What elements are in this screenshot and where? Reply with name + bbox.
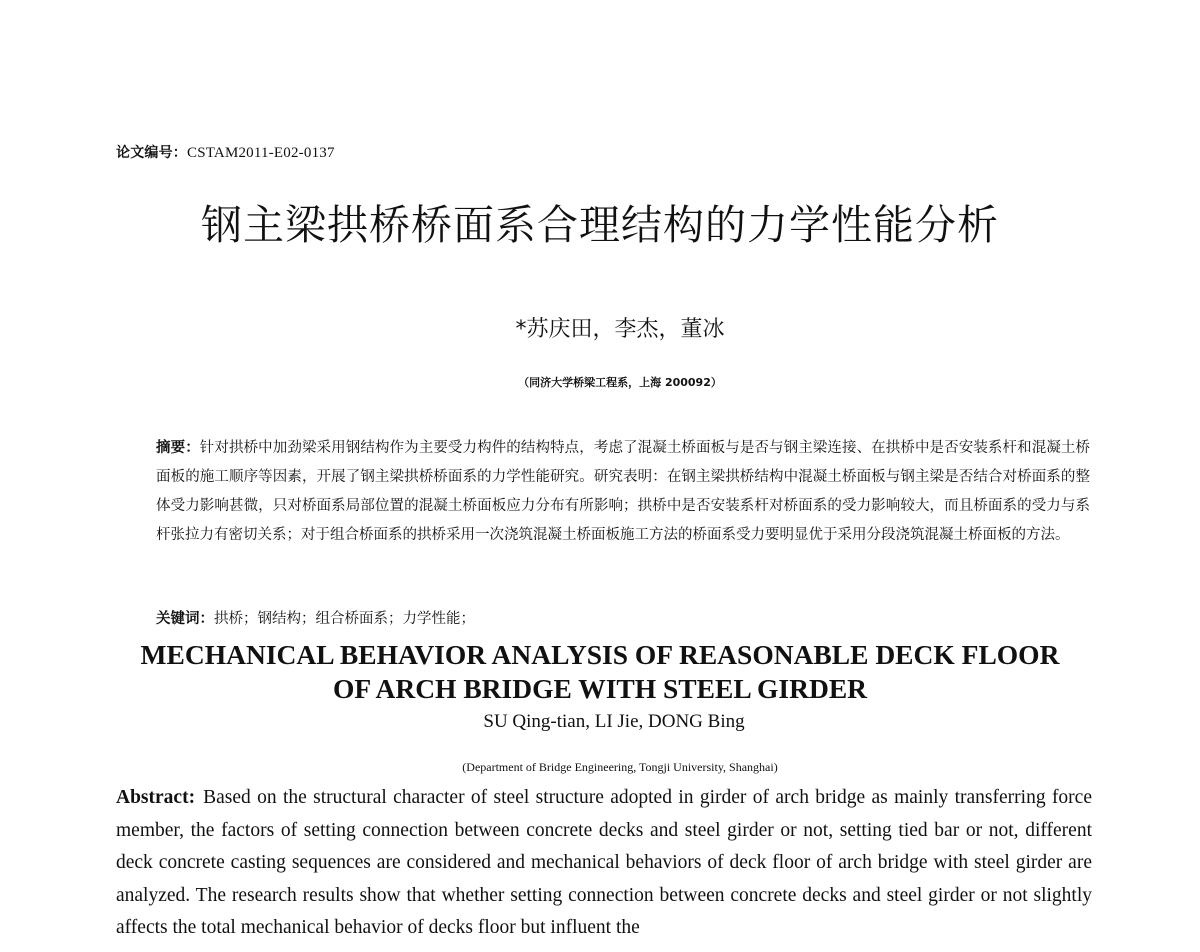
chinese-keywords-label: 关键词： bbox=[156, 611, 214, 627]
english-abstract-text: Based on the structural character of steel structure adopted in girder of arch bridge as mainly transferring force member, the factors of setting connection between concrete decks and steel girder or not, setting tied bar or not, different deck concrete casting sequences are considered and mechanical behaviors of deck floor of arch bridge with steel girder are analyzed. The research results show that whether setting connection between concrete decks and steel girder or not slightly affects the total mechanical behavior of decks floor but influent the bbox=[116, 787, 1092, 938]
paper-id-label: 论文编号： bbox=[116, 145, 187, 161]
paper-id bbox=[116, 142, 335, 162]
english-authors: SU Qing-tian, LI Jie, DONG Bing bbox=[483, 711, 745, 732]
paper-id-value: CSTAM2011-E02-0137 bbox=[187, 145, 335, 161]
english-title-line-1: MECHANICAL BEHAVIOR ANALYSIS OF REASONABLE DECK FLOOR bbox=[140, 639, 1060, 670]
chinese-title: 钢主梁拱桥桥面系合理结构的力学性能分析 bbox=[201, 201, 999, 249]
english-abstract-label: Abstract: bbox=[116, 787, 196, 808]
chinese-affiliation: （同济大学桥梁工程系，上海 200092） bbox=[518, 376, 722, 389]
chinese-abstract-text: 针对拱桥中加劲梁采用钢结构作为主要受力构件的结构特点，考虑了混凝土桥面板与是否与钢主梁连接、在拱桥中是否安装系杆和混凝土桥面板的施工顺序等因素，开展了钢主梁拱桥桥面系的力学性能研究。研究表明：在钢主梁拱桥结构中混凝土桥面板与钢主梁是否结合对桥面系的整体受力影响甚微，只对桥面系局部位置的混凝土桥面板应力分布有所影响；拱桥中是否安装系杆对桥面系的受力影响较大，而且桥面系的受力与系杆张拉力有密切关系；对于组合桥面系的拱桥采用一次浇筑混凝土桥面板施工方法的桥面系受力要明显优于采用分段浇筑混凝土桥面板的方法。 bbox=[156, 440, 1091, 543]
english-title bbox=[0, 638, 1200, 706]
chinese-keywords bbox=[156, 607, 475, 628]
english-title-line-2: OF ARCH BRIDGE WITH STEEL GIRDER bbox=[332, 673, 868, 704]
english-affiliation: (Department of Bridge Engineering, Tongji University, Shanghai) bbox=[462, 760, 778, 774]
chinese-keywords-text: 拱桥；钢结构；组合桥面系；力学性能； bbox=[214, 611, 475, 627]
english-abstract bbox=[116, 782, 1092, 945]
chinese-authors: *苏庆田，李杰，董冰 bbox=[515, 317, 725, 342]
chinese-abstract bbox=[156, 434, 1090, 550]
chinese-abstract-label: 摘要： bbox=[156, 440, 200, 456]
